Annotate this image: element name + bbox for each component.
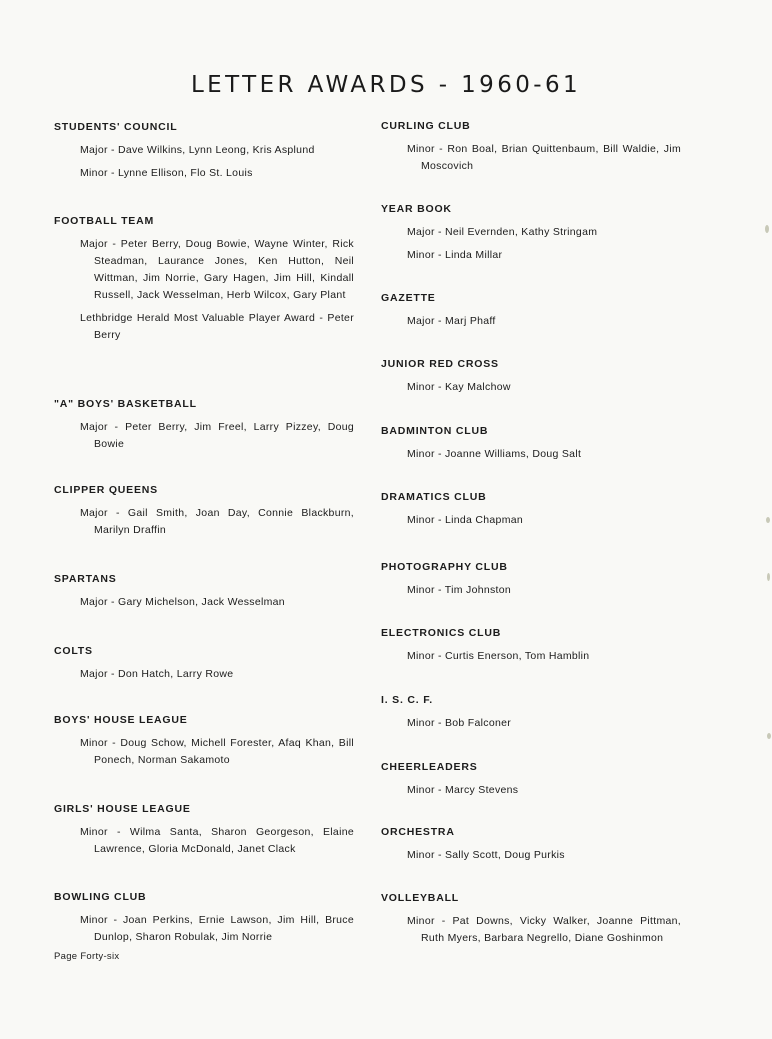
section-heading: BOYS' HOUSE LEAGUE <box>54 714 188 726</box>
section-heading: GIRLS' HOUSE LEAGUE <box>54 803 191 815</box>
award-section <box>381 826 681 870</box>
award-entry: Minor - Curtis Enerson, Tom Hamblin <box>407 650 590 662</box>
section-heading: GAZETTE <box>381 292 436 304</box>
section-heading: CLIPPER QUEENS <box>54 484 158 496</box>
award-entry: Major - Gary Michelson, Jack Wesselman <box>80 596 285 608</box>
award-entry: Minor - Bob Falconer <box>407 717 512 729</box>
award-section <box>381 627 681 671</box>
award-section <box>54 714 354 775</box>
award-section <box>381 425 681 469</box>
award-entry: Minor - Lynne Ellison, Flo St. Louis <box>80 167 253 179</box>
paper-speck <box>767 573 770 581</box>
award-entry: Major - Neil Evernden, Kathy Stringam <box>407 226 598 238</box>
section-heading: CURLING CLUB <box>381 120 471 132</box>
award-section <box>54 891 354 952</box>
page-number: Page Forty-six <box>54 951 120 962</box>
section-heading: ELECTRONICS CLUB <box>381 627 502 639</box>
section-heading: "A" BOYS' BASKETBALL <box>54 398 197 410</box>
paper-speck <box>765 225 769 233</box>
award-entry: Minor - Doug Schow, Michell Forester, Afaq Khan, Bill Ponech, Norman Sakamoto <box>80 737 354 766</box>
award-entry: Major - Peter Berry, Jim Freel, Larry Pizzey, Doug Bowie <box>80 421 354 450</box>
award-entry: Major - Dave Wilkins, Lynn Leong, Kris Asplund <box>80 144 315 156</box>
section-heading: PHOTOGRAPHY CLUB <box>381 561 508 573</box>
award-entry: Minor - Pat Downs, Vicky Walker, Joanne Pittman, Ruth Myers, Barbara Negrello, Diane Goshinmon <box>407 915 681 944</box>
award-section <box>381 120 681 181</box>
award-section <box>381 761 681 805</box>
award-entry: Minor - Linda Millar <box>407 249 503 261</box>
award-section <box>54 645 354 689</box>
section-heading: VOLLEYBALL <box>381 892 459 904</box>
section-heading: BOWLING CLUB <box>54 891 147 903</box>
section-heading: YEAR BOOK <box>381 203 452 215</box>
award-section <box>54 398 354 459</box>
award-section <box>54 573 354 617</box>
award-entry: Major - Marj Phaff <box>407 315 496 327</box>
award-section <box>54 484 354 545</box>
award-entry: Minor - Ron Boal, Brian Quittenbaum, Bill Waldie, Jim Moscovich <box>407 143 681 172</box>
section-heading: STUDENTS' COUNCIL <box>54 121 178 133</box>
award-section <box>381 358 681 402</box>
award-entry: Minor - Linda Chapman <box>407 514 524 526</box>
award-section <box>381 292 681 336</box>
award-entry: Major - Don Hatch, Larry Rowe <box>80 668 234 680</box>
section-heading: BADMINTON CLUB <box>381 425 489 437</box>
award-entry: Minor - Joan Perkins, Ernie Lawson, Jim Hill, Bruce Dunlop, Sharon Robulak, Jim Norrie <box>80 914 354 943</box>
award-section <box>54 803 354 864</box>
award-section <box>381 203 681 270</box>
section-heading: COLTS <box>54 645 93 657</box>
award-section <box>54 121 354 188</box>
award-entry: Major - Gail Smith, Joan Day, Connie Blackburn, Marilyn Draffin <box>80 507 354 536</box>
award-section <box>381 694 681 738</box>
section-heading: I. S. C. F. <box>381 694 433 706</box>
section-heading: SPARTANS <box>54 573 117 585</box>
section-heading: FOOTBALL TEAM <box>54 215 155 227</box>
paper-speck <box>767 733 771 739</box>
award-entry: Minor - Tim Johnston <box>407 584 512 596</box>
section-heading: ORCHESTRA <box>381 826 455 838</box>
award-section <box>381 561 681 605</box>
paper-speck <box>766 517 770 523</box>
section-heading: DRAMATICS CLUB <box>381 491 487 503</box>
award-entry: Lethbridge Herald Most Valuable Player Award - Peter Berry <box>80 312 354 341</box>
award-entry: Minor - Marcy Stevens <box>407 784 519 796</box>
award-entry: Minor - Kay Malchow <box>407 381 511 393</box>
award-entry: Minor - Sally Scott, Doug Purkis <box>407 849 565 861</box>
award-entry: Minor - Joanne Williams, Doug Salt <box>407 448 582 460</box>
award-entry: Minor - Wilma Santa, Sharon Georgeson, Elaine Lawrence, Gloria McDonald, Janet Clack <box>80 826 354 855</box>
award-section <box>54 215 354 350</box>
award-section <box>381 491 681 535</box>
award-section <box>381 892 681 953</box>
section-heading: JUNIOR RED CROSS <box>381 358 499 370</box>
section-heading: CHEERLEADERS <box>381 761 478 773</box>
award-entry: Major - Peter Berry, Doug Bowie, Wayne Winter, Rick Steadman, Laurance Jones, Ken Hutton, Neil Wittman, Jim Norrie, Gary Hagen, Jim Hill, Kindall Russell, Jack Wesselman, Herb Wilcox, Gary Plant <box>80 238 354 301</box>
page-title: LETTER AWARDS - 1960-61 <box>190 72 582 98</box>
